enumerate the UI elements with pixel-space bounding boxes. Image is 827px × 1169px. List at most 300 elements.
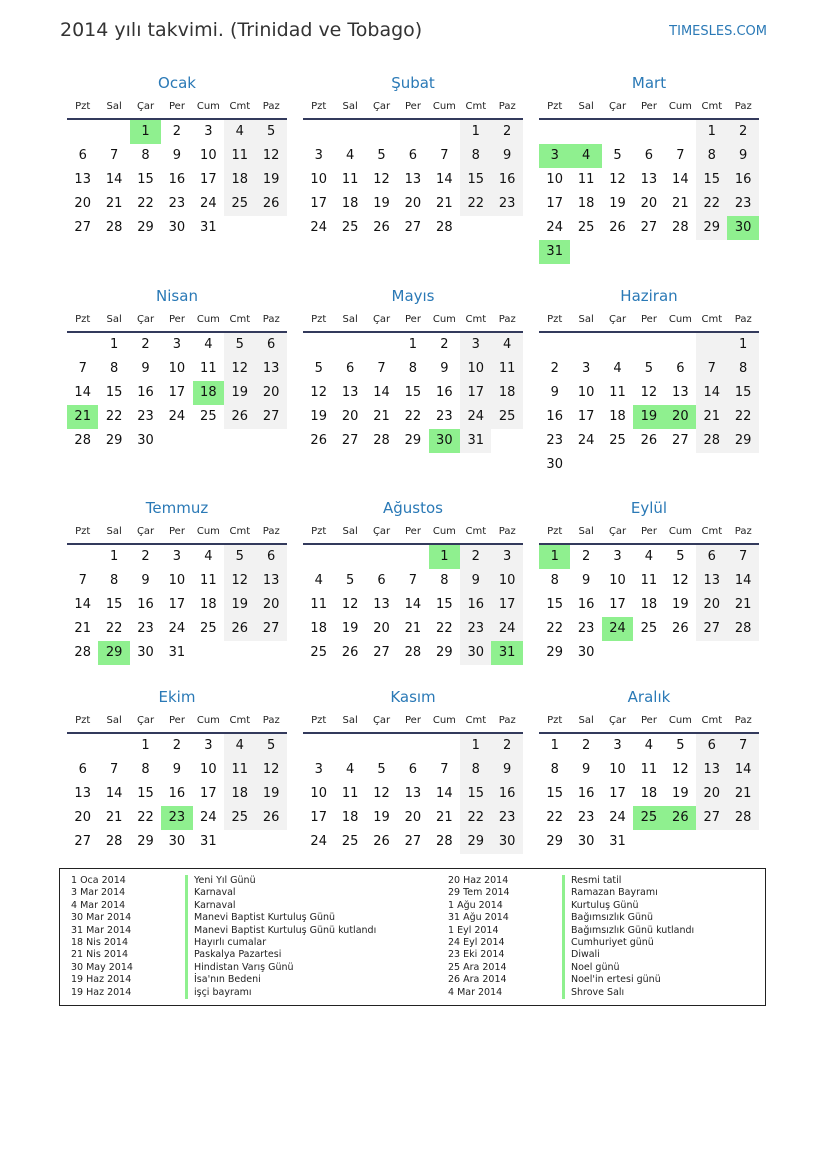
day-cell: 2 [550,361,559,376]
day-cell: 2 [460,545,491,569]
day-cell: 20 [74,810,91,825]
day-cell: 1 [109,549,119,564]
day-cell: 21 [436,810,453,825]
day-cell: 8 [550,573,559,588]
legend-row [60,912,376,924]
day-cell: 3 [314,148,323,163]
weekday-label: Pzt [311,314,327,325]
month-name: Eylül [630,499,668,517]
weekday-label: Çar [608,101,627,112]
day-cell: 29 [436,645,453,660]
weekday-label: Pzt [75,715,91,726]
day-cell: 2 [141,337,150,352]
day-cell: 1 [696,120,727,144]
weekday-label: Cmt [701,526,723,537]
day-cell: 15 [137,172,154,187]
empty-day-cell [303,734,334,758]
day-cell: 5 [377,148,386,163]
day-cell: 16 [727,168,758,192]
day-cell: 22 [436,621,453,636]
day-cell: 6 [644,148,654,163]
day-cell: 22 [404,409,422,424]
day-cell: 10 [168,361,186,376]
weekday-label: Paz [734,526,752,537]
day-cell: 11 [640,573,658,588]
month-name: Aralık [627,688,671,706]
day-cell: 2 [727,120,758,144]
weekday-label: Pzt [547,526,563,537]
day-cell: 5 [377,762,386,777]
weekday-header [67,710,287,734]
day-cell: 5 [676,738,685,753]
day-cell: 8 [109,573,119,588]
day-cell: 19 [224,593,255,617]
weekday-label: Çar [136,526,155,537]
day-cell: 5 [676,549,685,564]
weekday-label: Paz [262,715,280,726]
legend-row [437,962,694,974]
weekday-label: Çar [608,314,627,325]
weekday-label: Cum [196,526,220,537]
weekday-label: Cum [668,101,692,112]
day-cell: 7 [727,545,758,569]
weekday-label: Cmt [465,101,487,112]
day-cell: 11 [200,573,217,588]
day-grid [303,120,523,240]
empty-day-cell [366,734,397,758]
holiday-marker [562,875,565,887]
day-cell: 3 [613,738,622,753]
day-cell: 22 [460,192,491,216]
day-cell: 20 [404,810,422,825]
day-cell: 18 [200,597,217,612]
weekday-label: Çar [372,101,391,112]
day-cell: 28 [672,220,689,235]
legend-row [60,949,376,961]
holiday-date: 23 Eki 2014 [448,949,505,961]
day-cell: 1 [109,337,119,352]
day-cell: 4 [491,333,522,357]
day-cell: 23 [577,810,595,825]
day-cell: 12 [341,597,359,612]
month-calendar [303,283,523,453]
day-cell: 18 [640,786,658,801]
legend-row [60,974,376,986]
weekday-label: Cmt [229,101,251,112]
empty-day-cell [334,120,365,144]
day-cell: 7 [78,573,87,588]
weekday-label: Sal [342,715,358,726]
day-cell: 28 [74,645,91,660]
weekday-header [303,309,523,333]
day-cell: 5 [255,734,286,758]
holiday-marker [185,987,188,999]
holiday-day-cell: 25 [633,806,664,830]
day-cell: 16 [460,593,491,617]
day-cell: 29 [546,645,563,660]
day-cell: 30 [546,457,563,472]
holiday-marker [185,900,188,912]
empty-day-cell [539,120,570,144]
day-cell: 23 [137,621,154,636]
day-cell: 6 [696,734,727,758]
weekday-label: Per [405,526,421,537]
day-cell: 12 [255,144,286,168]
empty-day-cell [67,734,98,758]
empty-day-cell [696,333,727,357]
day-cell: 16 [168,172,186,187]
holiday-name: Cumhuriyet günü [571,936,654,948]
holiday-name: Hayırlı cumalar [194,936,267,948]
day-cell: 2 [581,738,591,753]
weekday-label: Per [641,526,657,537]
holiday-date: 24 Eyl 2014 [448,936,505,948]
weekday-label: Cum [668,715,692,726]
day-cell: 4 [314,573,323,588]
day-cell: 13 [640,172,658,187]
day-cell: 13 [74,172,91,187]
day-cell: 8 [141,762,150,777]
weekday-header [539,710,759,734]
day-cell: 25 [224,806,255,830]
empty-day-cell [334,333,365,357]
day-cell: 8 [141,148,150,163]
day-cell: 30 [577,834,595,849]
day-cell: 6 [408,762,418,777]
weekday-label: Per [641,101,657,112]
day-cell: 31 [200,220,217,235]
brand-link[interactable]: TIMESLES.COM [669,24,767,39]
day-cell: 1 [408,337,418,352]
day-cell: 19 [224,381,255,405]
day-cell: 24 [168,621,186,636]
day-cell: 20 [255,381,286,405]
weekday-label: Pzt [311,101,327,112]
day-cell: 27 [341,433,359,448]
day-cell: 27 [696,617,727,641]
day-cell: 31 [609,834,626,849]
day-cell: 12 [640,385,658,400]
day-cell: 14 [74,597,91,612]
holiday-legend [59,868,766,1006]
day-cell: 17 [168,385,186,400]
weekday-label: Çar [608,526,627,537]
day-cell: 29 [137,834,154,849]
legend-column-right [437,875,694,999]
day-cell: 8 [440,573,449,588]
day-cell: 23 [436,409,453,424]
weekday-label: Cum [432,526,456,537]
day-cell: 18 [224,168,255,192]
month-name: Ocak [158,74,196,92]
weekday-label: Paz [262,314,280,325]
day-cell: 11 [341,172,359,187]
day-cell: 19 [609,196,626,211]
legend-row [437,987,694,999]
day-cell: 4 [224,734,255,758]
weekday-label: Cmt [465,526,487,537]
month-calendar [539,283,759,477]
day-cell: 30 [577,645,595,660]
day-cell: 14 [105,786,123,801]
day-cell: 6 [696,545,727,569]
empty-day-cell [633,120,664,144]
holiday-day-cell: 23 [161,806,192,830]
day-cell: 29 [727,429,758,453]
day-cell: 22 [137,196,154,211]
holiday-date: 19 Haz 2014 [71,974,132,986]
weekday-label: Sal [106,715,122,726]
day-cell: 5 [345,573,355,588]
day-cell: 30 [168,834,186,849]
day-cell: 27 [640,220,658,235]
day-cell: 24 [577,433,595,448]
day-cell: 17 [546,196,563,211]
holiday-marker [185,887,188,899]
day-cell: 14 [672,172,689,187]
day-cell: 29 [137,220,154,235]
day-cell: 11 [640,762,658,777]
day-cell: 5 [644,361,654,376]
legend-row [437,912,694,924]
day-cell: 10 [310,786,327,801]
day-cell: 18 [341,196,359,211]
day-grid [539,734,759,854]
weekday-header [67,96,287,120]
day-cell: 26 [255,192,286,216]
day-cell: 3 [172,337,182,352]
legend-row [60,937,376,949]
weekday-label: Per [405,101,421,112]
day-cell: 13 [255,357,286,381]
holiday-marker [562,949,565,961]
day-cell: 20 [696,593,727,617]
holiday-marker [185,925,188,937]
day-cell: 31 [460,429,491,453]
empty-day-cell [539,333,570,357]
empty-day-cell [67,120,98,144]
holiday-day-cell: 31 [539,240,570,264]
weekday-label: Cum [196,715,220,726]
day-cell: 27 [74,834,91,849]
weekday-label: Per [169,314,185,325]
weekday-label: Per [169,715,185,726]
day-cell: 13 [404,172,422,187]
day-cell: 19 [310,409,327,424]
day-cell: 14 [436,786,453,801]
day-cell: 2 [172,124,182,139]
day-cell: 20 [640,196,658,211]
day-cell: 14 [696,381,727,405]
holiday-day-cell: 30 [429,429,460,453]
day-cell: 6 [408,148,418,163]
month-name: Temmuz [145,499,209,517]
day-cell: 3 [613,549,622,564]
holiday-name: Shrove Salı [571,986,625,998]
day-cell: 15 [137,786,154,801]
day-cell: 26 [224,405,255,429]
holiday-name: Bağımsızlık Günü kutlandı [571,924,695,936]
day-cell: 23 [577,621,595,636]
weekday-label: Pzt [75,101,91,112]
holiday-date: 1 Ağu 2014 [448,899,503,911]
day-cell: 19 [341,621,359,636]
legend-row [437,875,694,887]
weekday-label: Sal [106,526,122,537]
day-cell: 4 [224,120,255,144]
day-cell: 28 [727,806,758,830]
empty-day-cell [67,545,98,569]
day-cell: 18 [224,782,255,806]
day-cell: 16 [491,168,522,192]
day-cell: 29 [546,834,563,849]
day-cell: 16 [137,385,154,400]
weekday-label: Paz [498,101,516,112]
holiday-marker [185,912,188,924]
day-cell: 4 [644,549,654,564]
day-cell: 25 [224,192,255,216]
day-cell: 25 [200,409,217,424]
day-cell: 10 [310,172,327,187]
day-cell: 9 [491,144,522,168]
day-cell: 6 [676,361,685,376]
day-cell: 12 [373,786,390,801]
day-cell: 28 [74,433,91,448]
day-cell: 10 [460,357,491,381]
day-cell: 18 [310,621,327,636]
empty-day-cell [98,734,129,758]
month-calendar [67,684,287,854]
month-name: Mayıs [391,287,435,305]
weekday-label: Per [169,526,185,537]
weekday-label: Pzt [75,314,91,325]
weekday-label: Sal [106,314,122,325]
weekday-label: Sal [578,101,594,112]
day-cell: 1 [141,738,150,753]
month-calendar [303,684,523,854]
holiday-date: 29 Tem 2014 [448,887,510,899]
day-cell: 15 [105,385,123,400]
day-cell: 13 [74,786,91,801]
day-cell: 8 [696,144,727,168]
day-cell: 25 [577,220,595,235]
day-cell: 21 [404,621,422,636]
day-cell: 13 [696,758,727,782]
empty-day-cell [366,545,397,569]
day-cell: 17 [310,810,327,825]
day-cell: 24 [609,810,626,825]
day-cell: 10 [609,762,626,777]
day-grid [67,545,287,665]
day-cell: 10 [200,148,217,163]
day-cell: 26 [373,220,390,235]
day-cell: 21 [696,405,727,429]
day-cell: 17 [460,381,491,405]
weekday-label: Paz [734,715,752,726]
day-cell: 28 [404,645,422,660]
day-cell: 22 [696,192,727,216]
month-calendar [67,283,287,453]
month-name: Şubat [391,74,435,92]
legend-row [60,900,376,912]
day-cell: 11 [577,172,595,187]
day-cell: 6 [345,361,355,376]
day-cell: 25 [341,220,359,235]
day-cell: 1 [460,120,491,144]
day-cell: 11 [200,361,217,376]
day-cell: 30 [460,641,491,665]
day-cell: 31 [168,645,186,660]
day-cell: 9 [491,758,522,782]
month-name: Nisan [156,287,198,305]
day-cell: 28 [373,433,390,448]
day-cell: 17 [168,597,186,612]
day-cell: 12 [255,758,286,782]
holiday-marker [562,912,565,924]
day-cell: 21 [436,196,453,211]
day-cell: 23 [460,617,491,641]
holiday-name: Yeni Yıl Günü [194,875,256,886]
day-cell: 20 [74,196,91,211]
day-cell: 16 [491,782,522,806]
empty-day-cell [334,545,365,569]
day-cell: 8 [727,357,758,381]
day-cell: 11 [224,758,255,782]
holiday-day-cell: 4 [570,144,601,168]
day-cell: 4 [204,549,213,564]
month-calendar [67,495,287,665]
holiday-date: 4 Mar 2014 [448,986,503,998]
day-cell: 17 [577,409,595,424]
empty-day-cell [366,120,397,144]
weekday-label: Sal [106,101,122,112]
holiday-name: işçi bayramı [194,986,252,998]
day-cell: 8 [408,361,418,376]
weekday-label: Çar [372,526,391,537]
day-cell: 12 [224,357,255,381]
holiday-name: Manevi Baptist Kurtuluş Günü [194,912,336,924]
empty-day-cell [602,120,633,144]
day-cell: 26 [609,220,626,235]
weekday-label: Pzt [547,715,563,726]
legend-row [437,949,694,961]
legend-row [437,937,694,949]
day-cell: 15 [404,385,422,400]
day-cell: 19 [672,786,689,801]
day-grid [67,734,287,854]
day-cell: 3 [204,738,213,753]
day-cell: 21 [672,196,689,211]
day-cell: 27 [404,834,422,849]
day-cell: 7 [696,357,727,381]
day-cell: 10 [168,573,186,588]
day-cell: 27 [74,220,91,235]
day-grid [67,120,287,240]
day-cell: 9 [550,385,559,400]
day-cell: 26 [310,433,327,448]
holiday-name: Manevi Baptist Kurtuluş Günü kutlandı [194,924,377,936]
month-calendar [539,495,759,665]
day-cell: 24 [168,409,186,424]
day-grid [67,333,287,453]
day-cell: 28 [105,834,123,849]
holiday-day-cell: 26 [665,806,696,830]
day-cell: 10 [491,569,522,593]
day-cell: 30 [491,830,522,854]
day-cell: 22 [546,621,563,636]
day-cell: 17 [200,786,217,801]
day-cell: 13 [373,597,390,612]
